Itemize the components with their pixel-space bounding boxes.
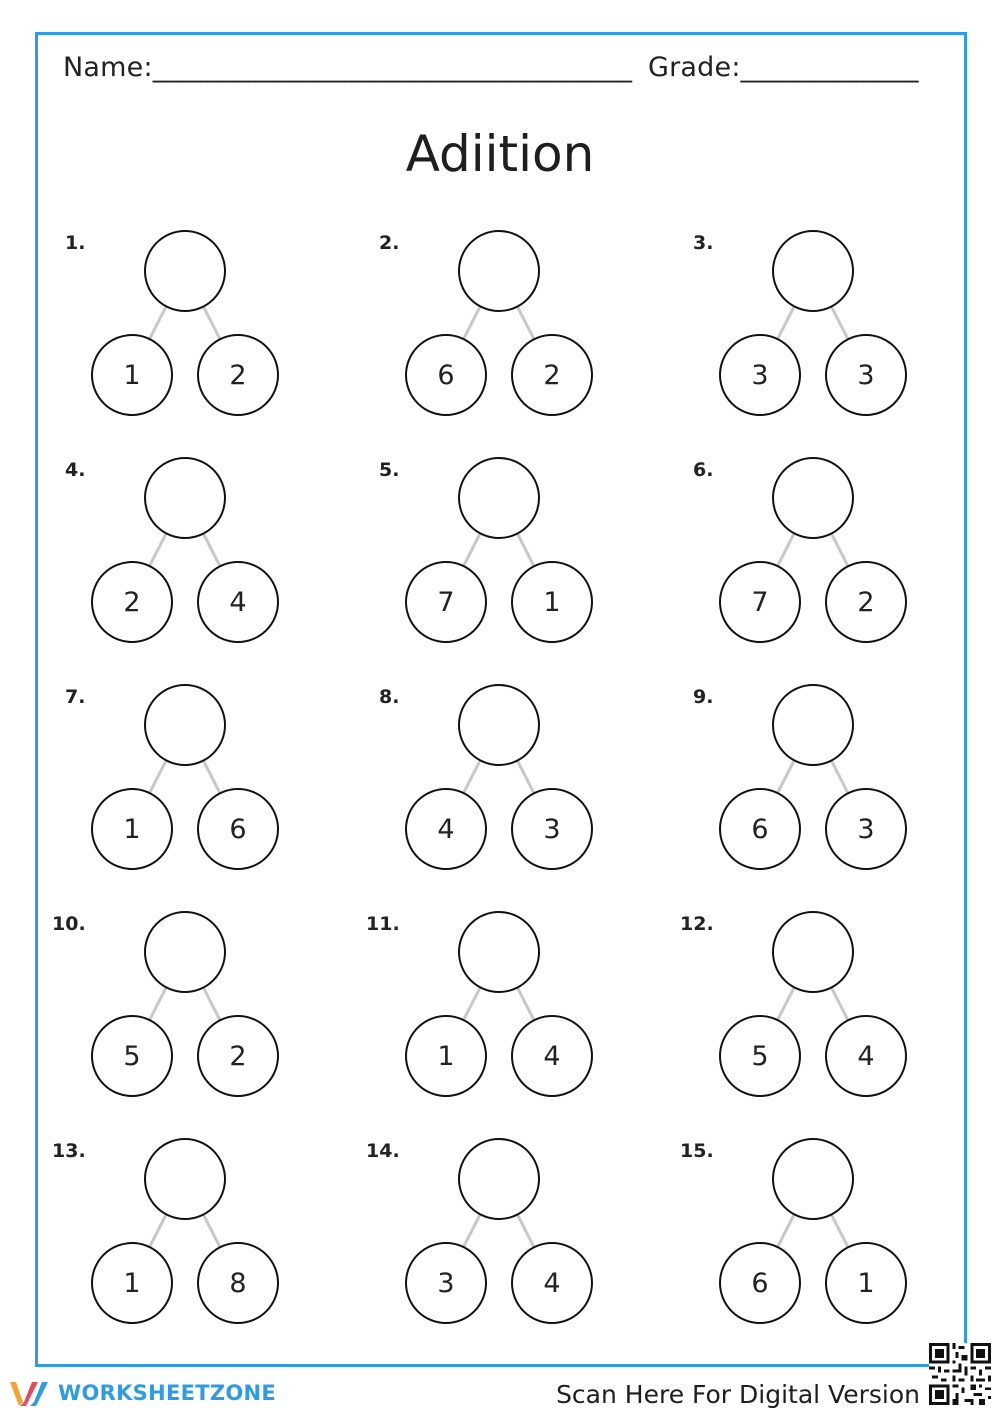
number-bond-problem (52, 682, 366, 909)
problem-number: 8. (379, 686, 400, 708)
answer-circle[interactable] (144, 684, 226, 766)
bond-line-left (777, 761, 795, 793)
addend-right-circle: 4 (511, 1242, 593, 1324)
problem-number: 4. (65, 459, 86, 481)
addend-right-circle: 2 (197, 334, 279, 416)
answer-circle[interactable] (772, 1138, 854, 1220)
answer-circle[interactable] (458, 1138, 540, 1220)
qr-code-icon[interactable] (929, 1343, 991, 1405)
addend-right-circle: 8 (197, 1242, 279, 1324)
addend-right-circle: 3 (511, 788, 593, 870)
answer-circle[interactable] (772, 457, 854, 539)
addend-right-circle: 3 (825, 334, 907, 416)
answer-circle[interactable] (144, 911, 226, 993)
bond-line-right (516, 534, 534, 566)
addend-right-circle: 4 (197, 561, 279, 643)
number-bond-problem (52, 1136, 366, 1363)
brand-name: WORKSHEETZONE (58, 1381, 277, 1405)
addend-left-circle: 3 (719, 334, 801, 416)
number-bond-problem (680, 909, 994, 1136)
number-bond-problem (52, 909, 366, 1136)
number-bond-problem (366, 909, 680, 1136)
problem-number: 10. (52, 913, 86, 935)
bond-line-left (149, 988, 167, 1020)
problem-number: 6. (693, 459, 714, 481)
addend-left-circle: 1 (91, 334, 173, 416)
bond-line-right (202, 761, 220, 793)
answer-circle[interactable] (144, 1138, 226, 1220)
addend-right-circle: 6 (197, 788, 279, 870)
number-bond-problem (680, 228, 994, 455)
bond-line-left (463, 988, 481, 1020)
problem-number: 9. (693, 686, 714, 708)
addend-right-circle: 3 (825, 788, 907, 870)
worksheetzone-logo (8, 1374, 276, 1412)
grade-field-line: Grade:_____________ (648, 52, 919, 83)
problem-number: 11. (366, 913, 400, 935)
addend-left-circle: 5 (91, 1015, 173, 1097)
bond-line-right (516, 307, 534, 339)
bond-line-right (202, 1215, 220, 1247)
bond-line-right (516, 988, 534, 1020)
problem-number: 3. (693, 232, 714, 254)
addend-left-circle: 5 (719, 1015, 801, 1097)
addend-right-circle: 1 (825, 1242, 907, 1324)
addend-right-circle: 2 (825, 561, 907, 643)
answer-circle[interactable] (144, 457, 226, 539)
bond-line-left (777, 1215, 795, 1247)
bond-line-right (830, 1215, 848, 1247)
addend-left-circle: 1 (91, 1242, 173, 1324)
number-bond-problem (680, 682, 994, 909)
scan-instructions: Scan Here For Digital Version (556, 1380, 920, 1409)
bond-line-right (830, 534, 848, 566)
problem-number: 14. (366, 1140, 400, 1162)
bond-line-right (830, 761, 848, 793)
problem-number: 2. (379, 232, 400, 254)
addend-left-circle: 7 (405, 561, 487, 643)
addend-right-circle: 2 (511, 334, 593, 416)
answer-circle[interactable] (458, 911, 540, 993)
addend-left-circle: 6 (719, 788, 801, 870)
bond-line-left (777, 307, 795, 339)
answer-circle[interactable] (772, 911, 854, 993)
bond-line-left (463, 307, 481, 339)
addend-left-circle: 1 (91, 788, 173, 870)
addend-left-circle: 6 (719, 1242, 801, 1324)
addend-left-circle: 2 (91, 561, 173, 643)
problem-number: 5. (379, 459, 400, 481)
bond-line-right (830, 307, 848, 339)
bond-line-left (149, 534, 167, 566)
number-bond-problem (366, 228, 680, 455)
addend-left-circle: 4 (405, 788, 487, 870)
problem-number: 7. (65, 686, 86, 708)
bond-line-right (202, 988, 220, 1020)
bond-line-right (202, 534, 220, 566)
bond-line-right (830, 988, 848, 1020)
worksheet-title: Adiition (405, 125, 595, 183)
bond-line-left (777, 534, 795, 566)
number-bond-problem (366, 1136, 680, 1363)
answer-circle[interactable] (458, 230, 540, 312)
bond-line-right (202, 307, 220, 339)
bond-line-left (777, 988, 795, 1020)
bond-line-left (149, 1215, 167, 1247)
worksheetzone-logo-icon (8, 1376, 52, 1410)
bond-line-left (463, 761, 481, 793)
addend-left-circle: 6 (405, 334, 487, 416)
answer-circle[interactable] (458, 684, 540, 766)
addend-right-circle: 4 (825, 1015, 907, 1097)
number-bond-problem (680, 1136, 994, 1363)
addend-left-circle: 7 (719, 561, 801, 643)
name-field-line: Name:___________________________________ (63, 52, 633, 83)
addend-left-circle: 3 (405, 1242, 487, 1324)
bond-line-right (516, 1215, 534, 1247)
bond-line-left (463, 534, 481, 566)
problem-number: 13. (52, 1140, 86, 1162)
addend-right-circle: 2 (197, 1015, 279, 1097)
problem-number: 15. (680, 1140, 714, 1162)
number-bond-problem (366, 455, 680, 682)
answer-circle[interactable] (772, 684, 854, 766)
bond-line-left (149, 761, 167, 793)
answer-circle[interactable] (772, 230, 854, 312)
number-bond-problem (52, 455, 366, 682)
answer-circle[interactable] (458, 457, 540, 539)
bond-line-right (516, 761, 534, 793)
addend-right-circle: 4 (511, 1015, 593, 1097)
addend-left-circle: 1 (405, 1015, 487, 1097)
problem-number: 12. (680, 913, 714, 935)
number-bond-problem (52, 228, 366, 455)
addend-right-circle: 1 (511, 561, 593, 643)
number-bond-problem (680, 455, 994, 682)
bond-line-left (463, 1215, 481, 1247)
answer-circle[interactable] (144, 230, 226, 312)
bond-line-left (149, 307, 167, 339)
problem-number: 1. (65, 232, 86, 254)
number-bond-problem (366, 682, 680, 909)
